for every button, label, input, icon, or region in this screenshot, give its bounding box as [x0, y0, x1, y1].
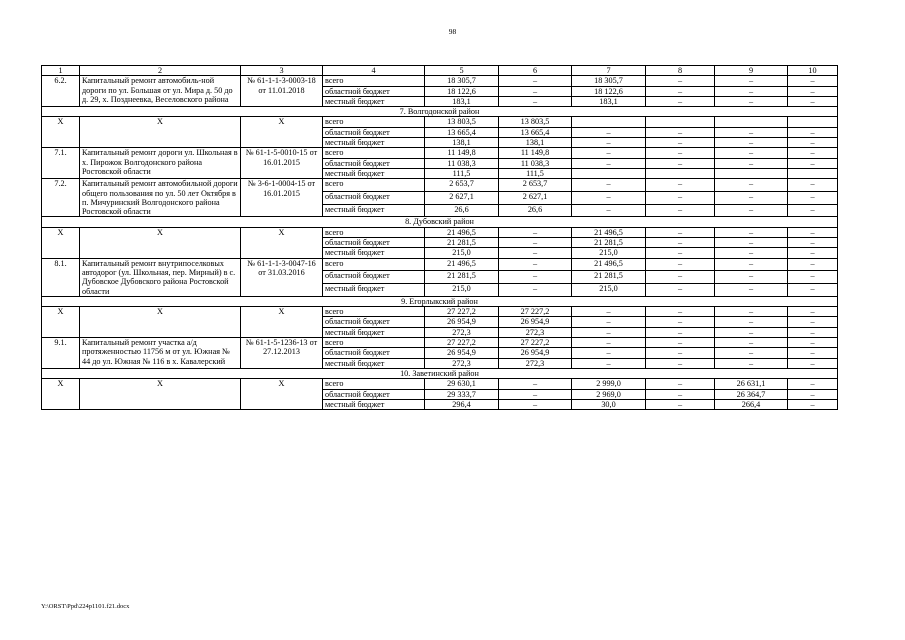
amount-cell: 21 281,5: [425, 271, 499, 284]
amount-cell: –: [715, 271, 788, 284]
amount-cell: –: [499, 227, 572, 237]
table-row: [42, 379, 838, 389]
amount-cell: 29 630,1: [425, 379, 499, 389]
funding-source: областной бюджет: [323, 271, 425, 284]
document-number: Х: [241, 227, 323, 258]
amount-cell: 111,5: [499, 168, 572, 178]
amount-cell: –: [788, 307, 838, 317]
amount-cell: 138,1: [499, 138, 572, 148]
column-number-header: 1: [42, 66, 80, 76]
amount-cell: –: [788, 271, 838, 284]
amount-cell: –: [499, 86, 572, 96]
funding-source: местный бюджет: [323, 327, 425, 337]
amount-cell: –: [788, 258, 838, 271]
amount-cell: –: [499, 284, 572, 297]
amount-cell: –: [788, 127, 838, 137]
amount-cell: –: [788, 158, 838, 168]
amount-cell: –: [646, 148, 715, 158]
amount-cell: –: [715, 248, 788, 258]
document-number: № 61-1-1-3-0047-16 от 31.03.2016: [241, 258, 323, 296]
amount-cell: –: [715, 227, 788, 237]
amount-cell: –: [715, 358, 788, 368]
amount-cell: –: [788, 379, 838, 389]
funding-source: всего: [323, 338, 425, 348]
amount-cell: –: [646, 258, 715, 271]
amount-cell: –: [572, 148, 646, 158]
amount-cell: –: [788, 148, 838, 158]
amount-cell: –: [715, 179, 788, 192]
amount-cell: [715, 117, 788, 127]
item-number: Х: [42, 117, 80, 148]
amount-cell: 215,0: [425, 248, 499, 258]
amount-cell: –: [788, 238, 838, 248]
amount-cell: –: [788, 204, 838, 217]
amount-cell: –: [572, 327, 646, 337]
amount-cell: –: [646, 271, 715, 284]
amount-cell: 2 999,0: [572, 379, 646, 389]
document-number: № 61-1-5-0010-15 от 16.01.2015: [241, 148, 323, 179]
section-title: 9. Егорлыкский район: [42, 296, 838, 306]
funding-source: местный бюджет: [323, 204, 425, 217]
amount-cell: 13 665,4: [425, 127, 499, 137]
amount-cell: –: [646, 338, 715, 348]
table-row: [42, 227, 838, 237]
amount-cell: 29 333,7: [425, 389, 499, 399]
funding-source: местный бюджет: [323, 168, 425, 178]
amount-cell: –: [646, 96, 715, 106]
amount-cell: –: [788, 191, 838, 204]
amount-cell: 2 653,7: [425, 179, 499, 192]
section-title: 8. Дубовский район: [42, 217, 838, 227]
amount-cell: 183,1: [572, 96, 646, 106]
amount-cell: –: [646, 358, 715, 368]
section-title-row: [42, 107, 838, 117]
funding-source: областной бюджет: [323, 191, 425, 204]
amount-cell: –: [788, 348, 838, 358]
amount-cell: 215,0: [572, 284, 646, 297]
amount-cell: –: [646, 348, 715, 358]
amount-cell: 2 627,1: [499, 191, 572, 204]
amount-cell: [572, 168, 646, 178]
funding-source: областной бюджет: [323, 348, 425, 358]
amount-cell: 27 227,2: [499, 338, 572, 348]
amount-cell: –: [715, 307, 788, 317]
funding-source: всего: [323, 307, 425, 317]
amount-cell: –: [788, 138, 838, 148]
amount-cell: 13 803,5: [499, 117, 572, 127]
funding-source: областной бюджет: [323, 238, 425, 248]
amount-cell: –: [646, 179, 715, 192]
funding-source: всего: [323, 258, 425, 271]
amount-cell: –: [646, 158, 715, 168]
amount-cell: –: [572, 204, 646, 217]
column-number-header: 8: [646, 66, 715, 76]
amount-cell: –: [715, 191, 788, 204]
amount-cell: 2 969,0: [572, 389, 646, 399]
amount-cell: [788, 117, 838, 127]
amount-cell: –: [646, 389, 715, 399]
section-title: 10. Заветинский район: [42, 368, 838, 378]
column-number-header: 7: [572, 66, 646, 76]
amount-cell: –: [788, 76, 838, 86]
amount-cell: 21 281,5: [425, 238, 499, 248]
amount-cell: –: [499, 238, 572, 248]
item-name: Капитальный ремонт автомобильной дороги общего пользования по ул. 50 лет Октября в п. Мичуринский Волгодонского района Ростовской области: [80, 179, 241, 217]
amount-cell: 11 038,3: [499, 158, 572, 168]
amount-cell: –: [646, 284, 715, 297]
section-title-row: [42, 217, 838, 227]
amount-cell: –: [499, 258, 572, 271]
funding-source: местный бюджет: [323, 358, 425, 368]
amount-cell: –: [788, 86, 838, 96]
amount-cell: 272,3: [499, 327, 572, 337]
amount-cell: –: [646, 127, 715, 137]
column-number-header: 3: [241, 66, 323, 76]
amount-cell: [646, 168, 715, 178]
amount-cell: 27 227,2: [425, 307, 499, 317]
amount-cell: –: [646, 138, 715, 148]
item-number: 9.1.: [42, 338, 80, 369]
item-number: Х: [42, 379, 80, 410]
amount-cell: 111,5: [425, 168, 499, 178]
item-number: Х: [42, 307, 80, 338]
amount-cell: –: [646, 399, 715, 409]
amount-cell: [788, 168, 838, 178]
amount-cell: 26 954,9: [425, 348, 499, 358]
amount-cell: 266,4: [715, 399, 788, 409]
amount-cell: 26,6: [499, 204, 572, 217]
amount-cell: –: [788, 317, 838, 327]
item-name: Х: [80, 117, 241, 148]
item-name: Капитальный ремонт внутрипоселковых автодорог (ул. Школьная, пер. Мирный) в с. Дубовское Дубовского района Ростовской области: [80, 258, 241, 296]
funding-source: местный бюджет: [323, 399, 425, 409]
amount-cell: 26 954,9: [499, 317, 572, 327]
item-name: Х: [80, 307, 241, 338]
amount-cell: –: [715, 96, 788, 106]
funding-source: местный бюджет: [323, 248, 425, 258]
amount-cell: –: [572, 191, 646, 204]
amount-cell: 18 122,6: [572, 86, 646, 96]
amount-cell: –: [499, 96, 572, 106]
section-title-row: [42, 368, 838, 378]
column-number-header: 2: [80, 66, 241, 76]
funding-source: местный бюджет: [323, 138, 425, 148]
item-name: Капитальный ремонт автомобиль-ной дороги по ул. Большая от ул. Мира д. 50 до д. 29, х. Позднеевка, Веселовского района: [80, 76, 241, 107]
amount-cell: 26 631,1: [715, 379, 788, 389]
document-number: Х: [241, 117, 323, 148]
amount-cell: [715, 168, 788, 178]
item-name: Х: [80, 227, 241, 258]
funding-source: всего: [323, 76, 425, 86]
funding-source: местный бюджет: [323, 96, 425, 106]
amount-cell: –: [715, 327, 788, 337]
document-number: № 61-1-1-3-0003-18 от 11.01.2018: [241, 76, 323, 107]
amount-cell: –: [715, 86, 788, 96]
funding-source: всего: [323, 179, 425, 192]
amount-cell: –: [572, 348, 646, 358]
amount-cell: –: [715, 238, 788, 248]
item-number: 8.1.: [42, 258, 80, 296]
amount-cell: 30,0: [572, 399, 646, 409]
funding-source: областной бюджет: [323, 317, 425, 327]
amount-cell: [572, 117, 646, 127]
item-number: 7.2.: [42, 179, 80, 217]
amount-cell: 26 954,9: [499, 348, 572, 358]
funding-source: областной бюджет: [323, 158, 425, 168]
amount-cell: –: [788, 227, 838, 237]
funding-source: областной бюджет: [323, 86, 425, 96]
funding-source: всего: [323, 379, 425, 389]
amount-cell: 272,3: [425, 358, 499, 368]
table-row: [42, 258, 838, 271]
funding-source: всего: [323, 117, 425, 127]
document-number: Х: [241, 379, 323, 410]
amount-cell: –: [715, 127, 788, 137]
amount-cell: 27 227,2: [499, 307, 572, 317]
amount-cell: 138,1: [425, 138, 499, 148]
column-number-header: 4: [323, 66, 425, 76]
funding-source: местный бюджет: [323, 284, 425, 297]
amount-cell: 272,3: [425, 327, 499, 337]
column-number-header: 10: [788, 66, 838, 76]
funding-source: всего: [323, 227, 425, 237]
item-number: 6.2.: [42, 76, 80, 107]
amount-cell: –: [788, 179, 838, 192]
table-header-row: [42, 66, 838, 76]
amount-cell: –: [572, 179, 646, 192]
amount-cell: –: [572, 338, 646, 348]
section-title: 7. Волгодонской район: [42, 107, 838, 117]
amount-cell: –: [715, 204, 788, 217]
amount-cell: –: [572, 138, 646, 148]
amount-cell: –: [788, 248, 838, 258]
table-row: [42, 148, 838, 158]
amount-cell: 26 364,7: [715, 389, 788, 399]
table-row: [42, 338, 838, 348]
amount-cell: –: [646, 379, 715, 389]
amount-cell: –: [646, 227, 715, 237]
amount-cell: 21 496,5: [425, 227, 499, 237]
amount-cell: –: [646, 204, 715, 217]
amount-cell: 296,4: [425, 399, 499, 409]
amount-cell: –: [788, 389, 838, 399]
amount-cell: –: [715, 158, 788, 168]
amount-cell: –: [646, 86, 715, 96]
table-row: [42, 179, 838, 192]
amount-cell: –: [646, 248, 715, 258]
amount-cell: –: [715, 317, 788, 327]
amount-cell: 21 281,5: [572, 271, 646, 284]
column-number-header: 9: [715, 66, 788, 76]
amount-cell: 21 496,5: [572, 258, 646, 271]
item-name: Капитальный ремонт дороги ул. Школьная в х. Пирожок Волгодонского района Ростовской области: [80, 148, 241, 179]
amount-cell: –: [499, 271, 572, 284]
amount-cell: –: [715, 148, 788, 158]
page-number: 98: [448, 27, 457, 36]
amount-cell: –: [572, 358, 646, 368]
item-name: Х: [80, 379, 241, 410]
section-title-row: [42, 296, 838, 306]
amount-cell: 215,0: [425, 284, 499, 297]
column-number-header: 6: [499, 66, 572, 76]
amount-cell: 11 038,3: [425, 158, 499, 168]
document-number: № 61-1-5-1236-13 от 27.12.2013: [241, 338, 323, 369]
amount-cell: –: [646, 76, 715, 86]
amount-cell: 13 665,4: [499, 127, 572, 137]
amount-cell: –: [788, 327, 838, 337]
funding-source: областной бюджет: [323, 127, 425, 137]
funding-source: областной бюджет: [323, 389, 425, 399]
amount-cell: –: [499, 399, 572, 409]
table-row: [42, 307, 838, 317]
amount-cell: –: [788, 358, 838, 368]
item-number: 7.1.: [42, 148, 80, 179]
amount-cell: –: [715, 138, 788, 148]
amount-cell: –: [788, 338, 838, 348]
amount-cell: –: [646, 317, 715, 327]
item-number: Х: [42, 227, 80, 258]
amount-cell: 18 305,7: [572, 76, 646, 86]
amount-cell: 21 281,5: [572, 238, 646, 248]
document-number: № 3-6-1-0004-15 от 16.01.2015: [241, 179, 323, 217]
amount-cell: –: [646, 307, 715, 317]
amount-cell: –: [715, 76, 788, 86]
amount-cell: –: [788, 284, 838, 297]
amount-cell: 13 803,5: [425, 117, 499, 127]
item-name: Капитальный ремонт участка а/д протяженностью 11756 м от ул. Южная № 44 до ул. Южная № 116 в х. Кавалерский: [80, 338, 241, 369]
amount-cell: 21 496,5: [425, 258, 499, 271]
table-row: [42, 117, 838, 127]
footer-file-path: Y:\ORST\Ppd\224p1101.f21.docx: [41, 603, 130, 610]
amount-cell: –: [572, 307, 646, 317]
amount-cell: 21 496,5: [572, 227, 646, 237]
table-row: [42, 76, 838, 86]
amount-cell: –: [499, 389, 572, 399]
amount-cell: –: [646, 191, 715, 204]
amount-cell: –: [715, 348, 788, 358]
amount-cell: –: [646, 238, 715, 248]
amount-cell: –: [646, 327, 715, 337]
amount-cell: 26 954,9: [425, 317, 499, 327]
amount-cell: –: [715, 258, 788, 271]
amount-cell: 11 149,8: [499, 148, 572, 158]
amount-cell: –: [715, 338, 788, 348]
amount-cell: 272,3: [499, 358, 572, 368]
funding-source: всего: [323, 148, 425, 158]
amount-cell: 11 149,8: [425, 148, 499, 158]
column-number-header: 5: [425, 66, 499, 76]
amount-cell: –: [715, 284, 788, 297]
amount-cell: –: [572, 317, 646, 327]
amount-cell: [646, 117, 715, 127]
amount-cell: 26,6: [425, 204, 499, 217]
amount-cell: 2 627,1: [425, 191, 499, 204]
amount-cell: 2 653,7: [499, 179, 572, 192]
amount-cell: –: [572, 158, 646, 168]
amount-cell: –: [499, 379, 572, 389]
document-number: Х: [241, 307, 323, 338]
amount-cell: –: [499, 248, 572, 258]
budget-table: [41, 65, 838, 410]
amount-cell: 183,1: [425, 96, 499, 106]
amount-cell: –: [788, 399, 838, 409]
amount-cell: –: [572, 127, 646, 137]
amount-cell: 27 227,2: [425, 338, 499, 348]
amount-cell: –: [788, 96, 838, 106]
amount-cell: 18 122,6: [425, 86, 499, 96]
amount-cell: 18 305,7: [425, 76, 499, 86]
amount-cell: 215,0: [572, 248, 646, 258]
amount-cell: –: [499, 76, 572, 86]
